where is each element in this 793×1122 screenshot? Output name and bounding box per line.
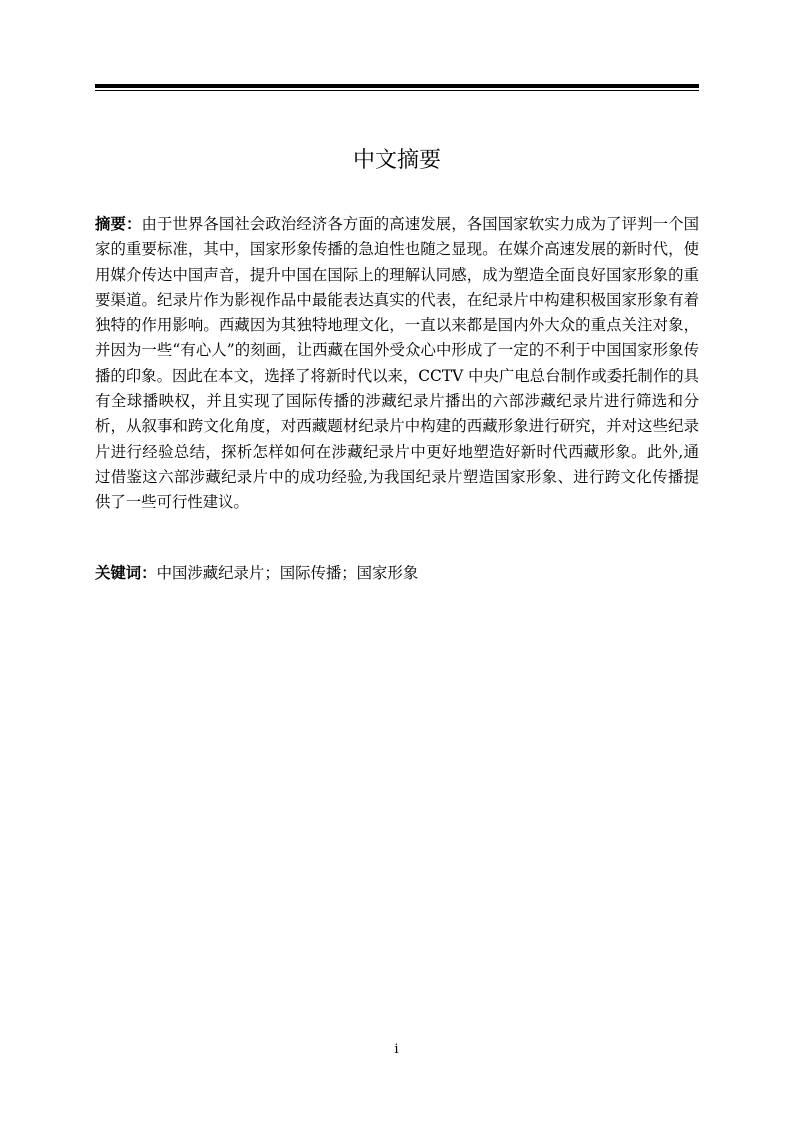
abstract-paragraph — [95, 212, 699, 516]
page-title: 中文摘要 — [352, 148, 441, 173]
keywords-text: 中国涉藏纪录片；国际传播；国家形象 — [156, 564, 419, 582]
header-rule-thin — [95, 90, 699, 91]
page-number: i — [394, 1042, 399, 1057]
keywords-line — [95, 561, 699, 586]
header-rule-thick — [95, 84, 699, 88]
abstract-text: 由于世界各国社会政治经济各方面的高速发展，各国国家软实力成为了评判一个国家的重要标准，其中，国家形象传播的急迫性也随之显现。在媒介高速发展的新时代，使用媒介传达中国声音，提升中国在国际上的理解认同感，成为塑造全面良好国家形象的重要渠道。纪录片作为影视作品中最能表达真实的代表，在纪录片中构建积极国家形象有着独特的作用影响。西藏因为其独特地理文化，一直以来都是国内外大众的重点关注对象，并因为一些“有心人”的刻画，让西藏在国外受众心中形成了一定的不利于中国国家形象传播的印象。因此在本文，选择了将新时代以来，CCTV 中央广电总台制作或委托制作的具有全球播映权，并且实现了国际传播的涉藏纪录片播出的六部涉藏纪录片进行筛选和分析，从叙事和跨文化角度，对西藏题材纪录片中构建的西藏形象进行研究，并对这些纪录片进行经验总结，探析怎样如何在涉藏纪录片中更好地塑造好新时代西藏形象。此外,通过借鉴这六部涉藏纪录片中的成功经验,为我国纪录片塑造国家形象、进行跨文化传播提供了一些可行性建议。 — [95, 215, 699, 512]
keywords-label: 关键词： — [95, 564, 157, 582]
abstract-label: 摘要： — [95, 215, 142, 233]
header-double-rule — [95, 84, 699, 92]
